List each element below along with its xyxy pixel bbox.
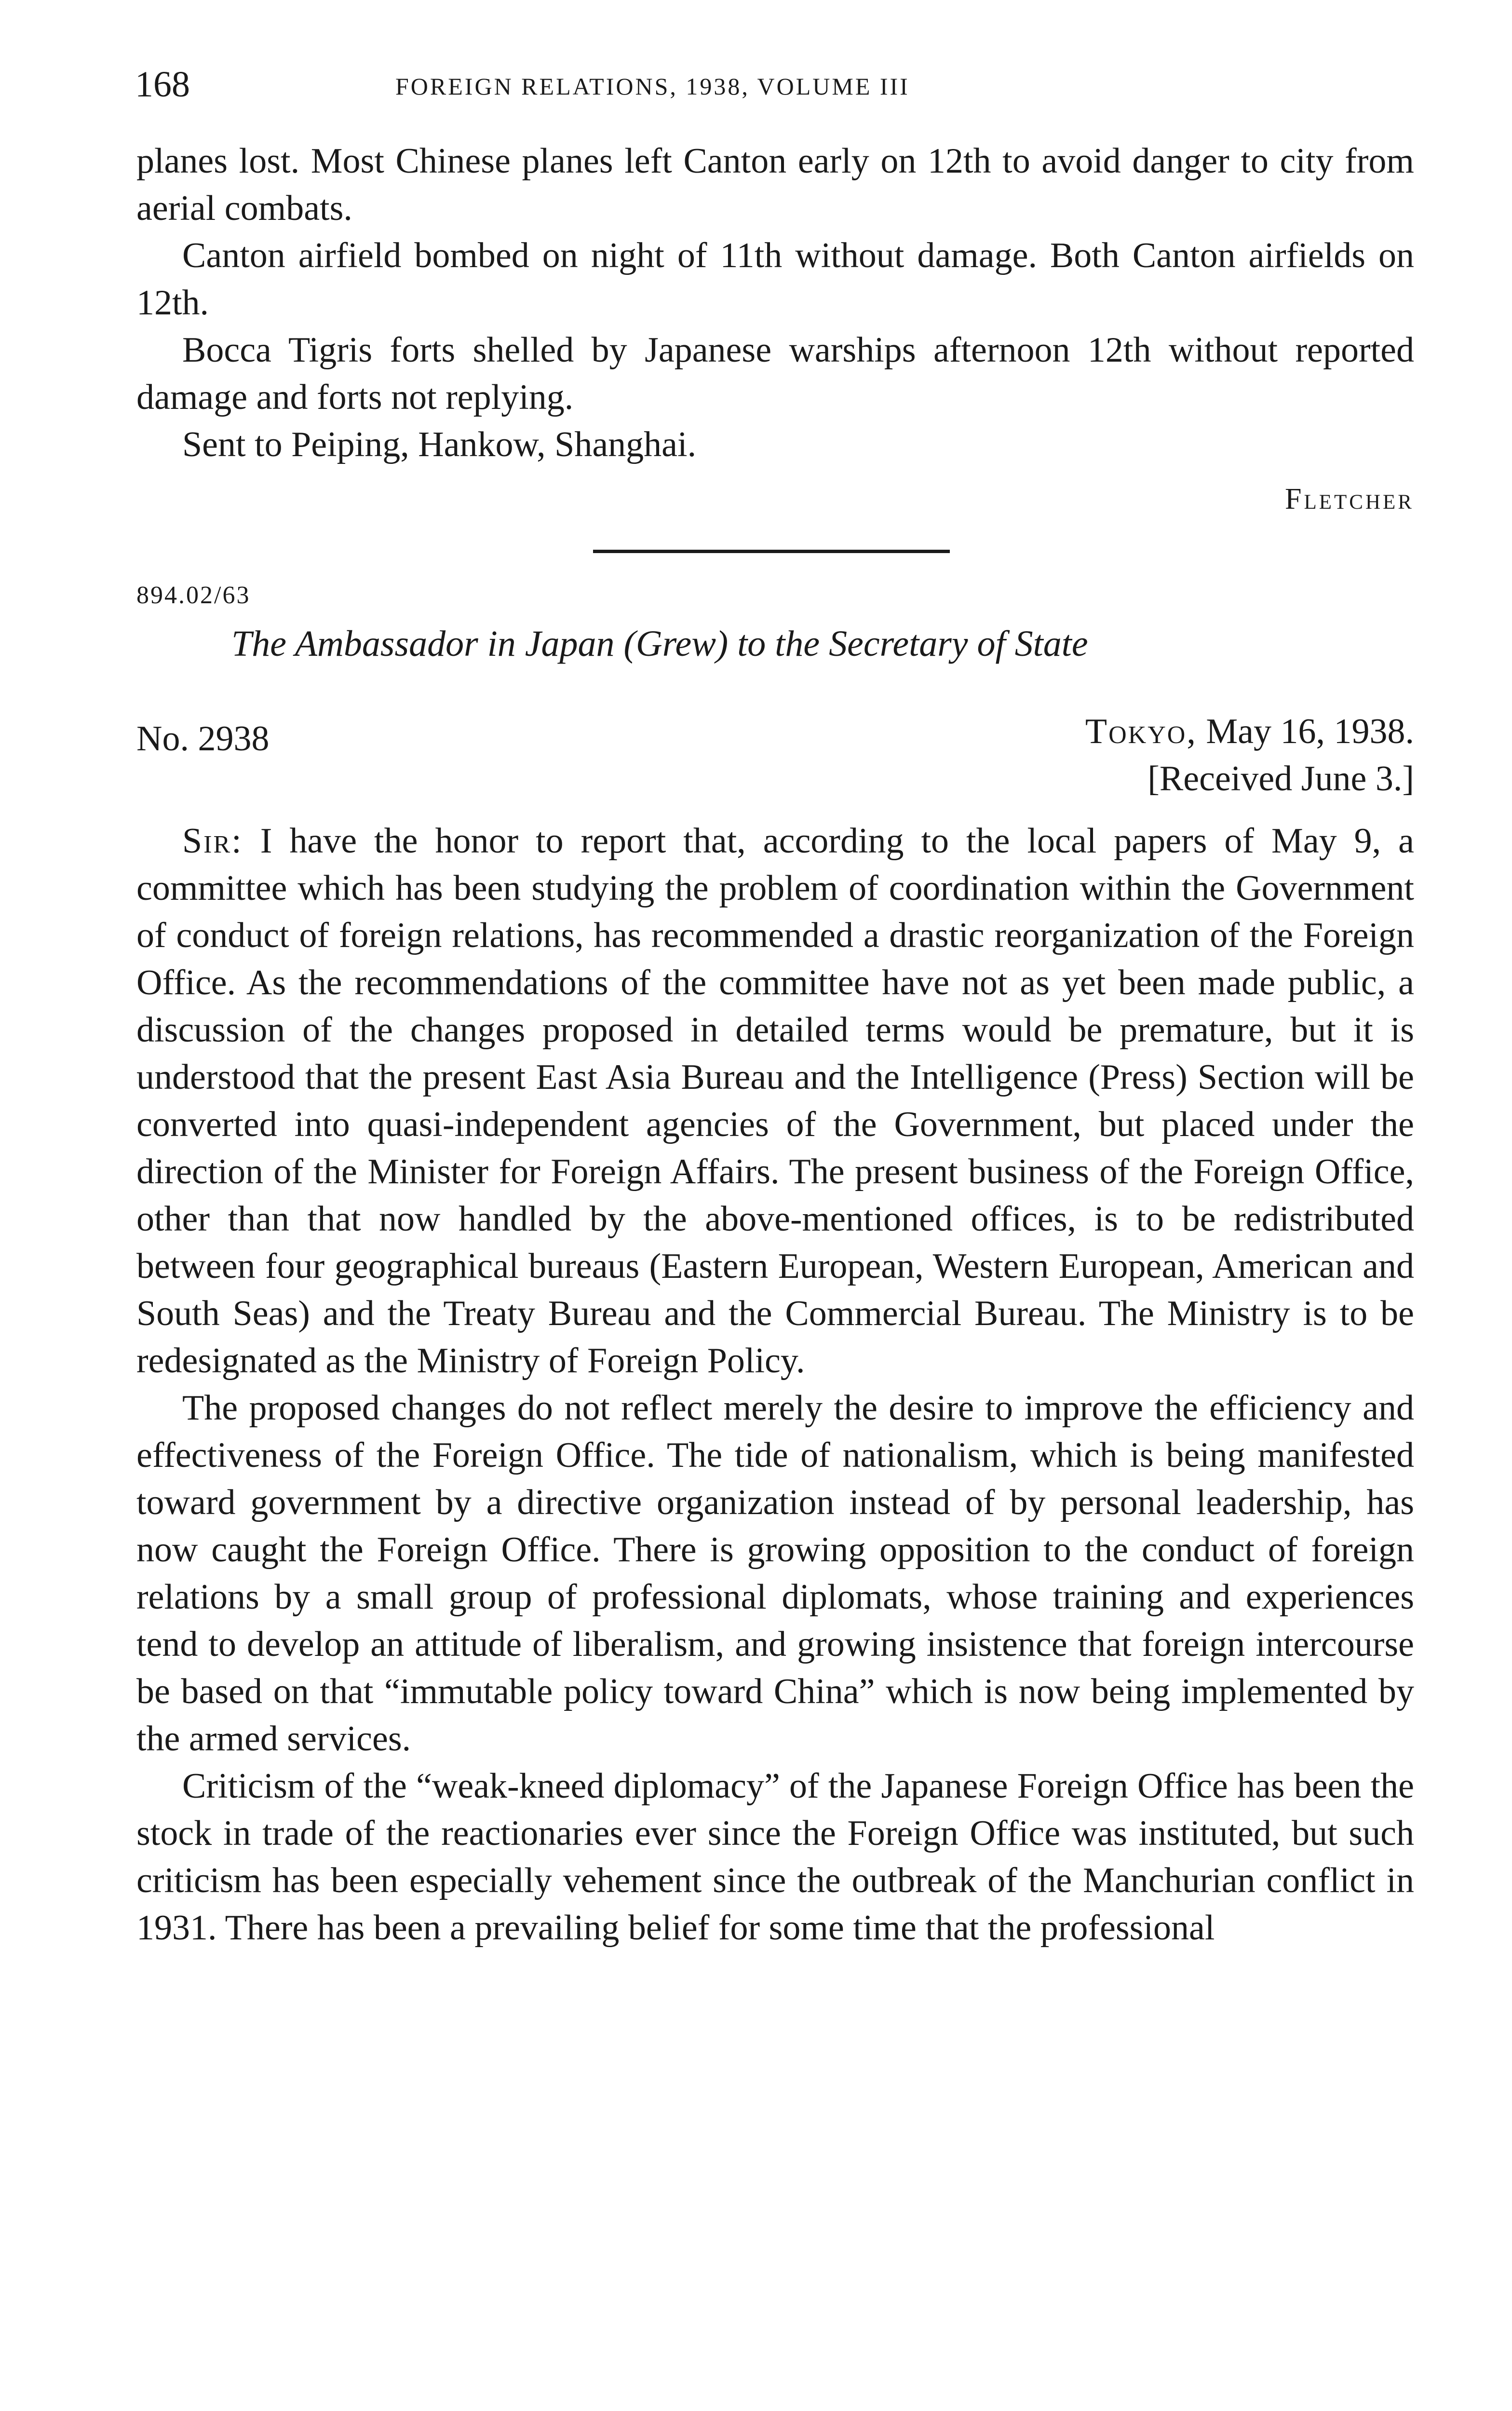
- paragraph: [136, 817, 1414, 1384]
- telegram-continuation: [136, 137, 1414, 468]
- document-title: The Ambassador in Japan (Grew) to the Secretary of State: [231, 623, 1088, 664]
- paragraph: Sent to Peiping, Hankow, Shanghai.: [182, 425, 697, 464]
- file-number: 894.02/63: [136, 582, 251, 609]
- paragraph: Canton airfield bombed on night of 11th without damage. Both Canton airfields on 12th.: [136, 236, 1414, 323]
- paragraph: Criticism of the “weak-kneed diplomacy” of the Japanese Foreign Office has been the stock in trade of the reactionaries ever since the Foreign Office was instituted, but such criticism has been especially vehement since the outbreak of the Manchurian conflict in 1931. There has been a prevailing belief for some time that the professional: [136, 1766, 1414, 1948]
- dateline: [964, 708, 1414, 802]
- page-header: [135, 58, 1413, 111]
- document-number: No. 2938: [136, 719, 270, 759]
- letter-body: [136, 817, 1414, 1951]
- date-line: [964, 708, 1414, 755]
- salutation: Sir:: [182, 821, 243, 861]
- page-number: 168: [135, 64, 190, 105]
- paragraph: planes lost. Most Chinese planes left Canton early on 12th to avoid danger to city from aerial combats.: [136, 141, 1414, 228]
- running-head: FOREIGN RELATIONS, 1938, VOLUME III: [395, 73, 910, 100]
- place: Tokyo,: [1085, 712, 1197, 751]
- paragraph-text: I have the honor to report that, according to the local papers of May 9, a committee which has been studying the problem of coordination within the Government of conduct of foreign relations, has recommended a drastic reorganization of the Foreign Office. As the recommendations of the committee have not as yet been made public, a discussion of the changes proposed in detailed terms would be premature, but it is understood that the present East Asia Bureau and the Intelligence (Press) Section will be converted into quasi-independent agencies of the Government, but placed under the direction of the Minister for Foreign Affairs. The present business of the Foreign Office, other than that now handled by the above-mentioned offices, is to be redistributed between four geographical bureaus (Eastern European, Western European, American and South Seas) and the Treaty Bureau and the Commercial Bureau. The Ministry is to be redesignated as the Ministry of Foreign Policy.: [136, 821, 1414, 1381]
- paragraph: Bocca Tigris forts shelled by Japanese warships afternoon 12th without reported damage and forts not replying.: [136, 330, 1414, 417]
- received-date: [Received June 3.]: [1148, 759, 1414, 799]
- paragraph: The proposed changes do not reflect merely the desire to improve the efficiency and effectiveness of the Foreign Office. The tide of nationalism, which is being manifested toward government by a directive organization instead of by personal leadership, has now caught the Foreign Office. There is growing opposition to the conduct of foreign relations by a small group of professional diplomats, whose training and experiences tend to develop an attitude of liberalism, and growing insistence that foreign intercourse be based on that “immutable policy toward China” which is now being implemented by the armed services.: [136, 1388, 1414, 1759]
- date: May 16, 1938.: [1206, 712, 1414, 751]
- section-divider: [593, 550, 950, 553]
- signature: Fletcher: [1285, 483, 1414, 515]
